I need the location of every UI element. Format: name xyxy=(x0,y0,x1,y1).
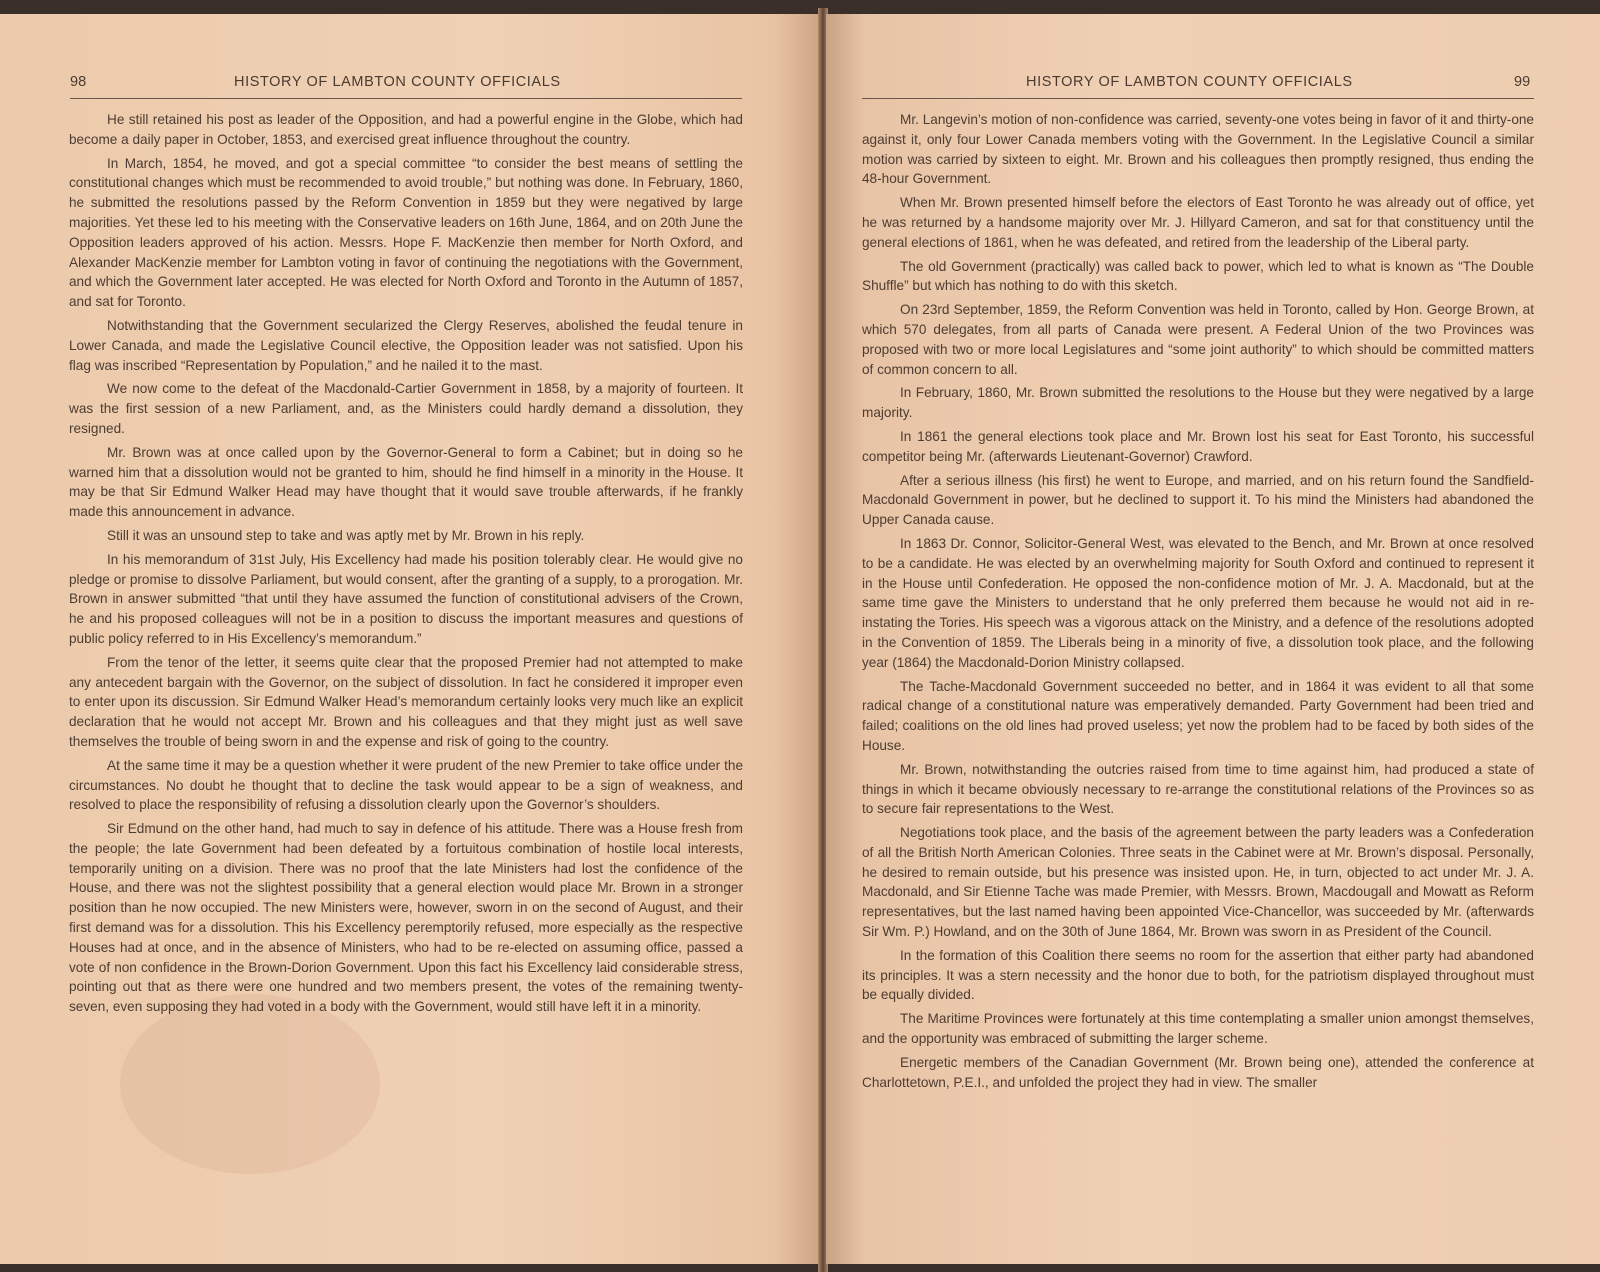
running-head: HISTORY OF LAMBTON COUNTY OFFICIALS xyxy=(234,74,561,90)
paragraph: The old Government (practically) was called back to power, which led to what is known as “The Double Shuffle” but which has nothing to do with this sketch. xyxy=(862,258,1534,294)
paragraph: In March, 1854, he moved, and got a special committee “to consider the best means of settling the constitutional changes which must be recommended to avoid trouble,” but nothing was done. In February, 1860, he submitted the resolutions passed by the Reform Convention in 1859 but they were negatived by large majorities. Yet these led to his meeting with the Conservative leaders on 16th June, 1864, and on 20th June the Opposition leaders approved of his action. Messrs. Hope F. MacKenzie then member for North Oxford, and Alexander MacKenzie member for Lambton voting in favor of continuing the negotiations with the Government, and which the Government later accepted. He was elected for North Oxford and Toronto in the Autumn of 1857, and sat for Toronto. xyxy=(69,155,743,310)
paragraph: Negotiations took place, and the basis of the agreement between the party leaders was a Confederation of all the British North American Colonies. Three seats in the Cabinet were at Mr. Brown’s disposal. Personally, he desired to remain outside, but his presence was insisted upon. He, in turn, objected to act under Mr. J. A. Macdonald, and Sir Etienne Tache was made Premier, with Messrs. Brown, Macdougall and Mowatt as Reform representatives, but the last named having been appointed Vice-Chancellor, was succeeded by Mr. (afterwards Sir Wm. P.) Howland, and on the 30th of June 1864, Mr. Brown was sworn in as President of the Council. xyxy=(862,825,1534,940)
paragraph: Still it was an unsound step to take and was aptly met by Mr. Brown in his reply. xyxy=(107,527,585,543)
paragraph: The Tache-Macdonald Government succeeded no better, and in 1864 it was evident to all that some radical change of a constitutional nature was emperatively demanded. Party Government had been tried and failed; coalitions on the old lines had proved useless; yet now the problem had to be faced by both sides of the House. xyxy=(862,678,1534,753)
paragraph: We now come to the defeat of the Macdonald-Cartier Government in 1858, by a majority of fourteen. It was the first session of a new Parliament, and, as the Ministers could hardly demand a dissolution, they resigned. xyxy=(69,381,743,436)
paragraph: Mr. Brown was at once called upon by the Governor-General to form a Cabinet; but in doing so he warned him that a dissolution would not be granted to him, should he find himself in a minority in the House. It may be that Sir Edmund Walker Head may have thought that it would save trouble afterwards, if he frankly made this announcement in advance. xyxy=(69,444,743,520)
page-number: 98 xyxy=(70,74,87,90)
right-page-body xyxy=(862,110,1534,1096)
header-rule xyxy=(70,98,742,99)
paragraph: In February, 1860, Mr. Brown submitted the resolutions to the House but they were negatived by a large majority. xyxy=(862,385,1534,421)
paragraph: Mr. Langevin’s motion of non-confidence was carried, seventy-one votes being in favor of it and thirty-one against it, only four Lower Canada members voting with the Government. In the Legislative Council a similar motion was carried by sixteen to eight. Mr. Brown and his colleagues then promptly resigned, thus ending the 48-hour Government. xyxy=(862,112,1534,187)
page-number: 99 xyxy=(1514,74,1531,90)
header-rule xyxy=(862,98,1534,99)
running-head: HISTORY OF LAMBTON COUNTY OFFICIALS xyxy=(1026,74,1353,90)
paragraph: At the same time it may be a question whether it were prudent of the new Premier to take office under the circumstances. No doubt he thought that to decline the task would appear to be a sign of weakness, and resolved to place the responsibility of refusing a dissolution clearly upon the Governor’s shoulders. xyxy=(69,757,743,813)
left-page-body xyxy=(69,110,743,1021)
paragraph: Mr. Brown, notwithstanding the outcries raised from time to time against him, had produced a state of things in which it became obviously necessary to re-arrange the constitutional relations of the Provinces so as to secure fair representations to the West. xyxy=(862,761,1534,817)
paragraph: Sir Edmund on the other hand, had much to say in defence of his attitude. There was a House fresh from the people; the late Government had been defeated by a fortuitous combination of hostile local interests, temporarily uniting on a division. There was no proof that the late Ministers had lost the confidence of the House, and there was not the slightest possibility that a general election would place Mr. Brown in a stronger position than he now occupied. The new Ministers were, however, sworn in on the second of August, and their first demand was for a dissolution. This his Excellency peremptorily refused, more especially as the respective Houses had at once, and in the absence of Ministers, who had to be re-elected on assuming office, passed a vote of non confidence in the Brown-Dorion Government. Upon this fact his Excellency laid considerable stress, pointing out that as there were one hundred and two members present, the votes of the remaining twenty-seven, even supposing they had voted in a body with the Government, would still have left it in a minority. xyxy=(69,821,743,1015)
paragraph: In his memorandum of 31st July, His Excellency had made his position tolerably clear. He would give no pledge or promise to dissolve Parliament, but would consent, after the granting of a supply, to a prorogation. Mr. Brown in answer submitted “that until they have assumed the function of constitutional advisers of the Crown, he and his proposed colleagues will not be in a position to discuss the important measures and questions of public policy referred to in His Excellency’s memorandum.” xyxy=(69,551,743,646)
paragraph: After a serious illness (his first) he went to Europe, and married, and on his return found the Sandfield-Macdonald Government in power, but he declined to support it. To his mind the Ministers had abandoned the Upper Canada cause. xyxy=(862,472,1534,528)
left-page xyxy=(0,14,822,1264)
paragraph: On 23rd September, 1859, the Reform Convention was held in Toronto, called by Hon. George Brown, at which 570 delegates, from all parts of Canada were present. A Federal Union of the two Provinces was proposed with two or more local Legislatures and “some joint authority” to which should be committed matters of common concern to all. xyxy=(862,302,1534,377)
paragraph: In the formation of this Coalition there seems no room for the assertion that either party had abandoned its principles. It was a stern necessity and the honor due to both, for the patriotism displayed throughout must be equally divided. xyxy=(862,947,1534,1003)
paragraph: When Mr. Brown presented himself before the electors of East Toronto he was already out of office, yet he was returned by a handsome majority over Mr. J. Hillyard Cameron, and sat for that constituency until the general elections of 1861, when he was defeated, and retired from the leadership of the Liberal party. xyxy=(862,195,1534,250)
right-page xyxy=(826,14,1600,1264)
paragraph: Energetic members of the Canadian Government (Mr. Brown being one), attended the conference at Charlottetown, P.E.I., and unfolded the project they had in view. The smaller xyxy=(862,1054,1534,1090)
paragraph: In 1863 Dr. Connor, Solicitor-General West, was elevated to the Bench, and Mr. Brown at once resolved to be a candidate. He was elected by an overwhelming majority for South Oxford and continued to represent it in the House until Confederation. He opposed the non-confidence motion of Mr. J. A. Macdonald, but at the same time gave the Ministers to understand that he only preferred them because he would not aid in re-instating the Tories. His speech was a vigorous attack on the Ministry, and a defence of the resolutions adopted in the Convention of 1859. The Liberals being in a minority of five, a dissolution took place, and the following year (1864) the Macdonald-Dorion Ministry collapsed. xyxy=(862,535,1534,670)
paragraph: In 1861 the general elections took place and Mr. Brown lost his seat for East Toronto, his successful competitor being Mr. (afterwards Lieutenant-Governor) Crawford. xyxy=(862,428,1534,464)
paragraph: The Maritime Provinces were fortunately at this time contemplating a smaller union amongst themselves, and the opportunity was embraced of submitting the larger scheme. xyxy=(862,1011,1534,1047)
paragraph: Notwithstanding that the Government secularized the Clergy Reserves, abolished the feudal tenure in Lower Canada, and made the Legislative Council elective, the Opposition leader was not satisfied. Upon his flag was inscribed “Representation by Population,” and he nailed it to the mast. xyxy=(69,317,743,373)
paragraph: He still retained his post as leader of the Opposition, and had a powerful engine in the Globe, which had become a daily paper in October, 1853, and exercised great influence throughout the country. xyxy=(69,112,743,147)
paragraph: From the tenor of the letter, it seems quite clear that the proposed Premier had not attempted to make any antecedent bargain with the Governor, on the subject of dissolution. In fact he considered it improper even to enter upon its discussion. Sir Edmund Walker Head’s memorandum certainly looks very much like an explicit declaration that he would not accept Mr. Brown and his colleagues and that they might just as well save themselves the trouble of being sworn in and the expense and risk of going to the country. xyxy=(69,654,743,749)
